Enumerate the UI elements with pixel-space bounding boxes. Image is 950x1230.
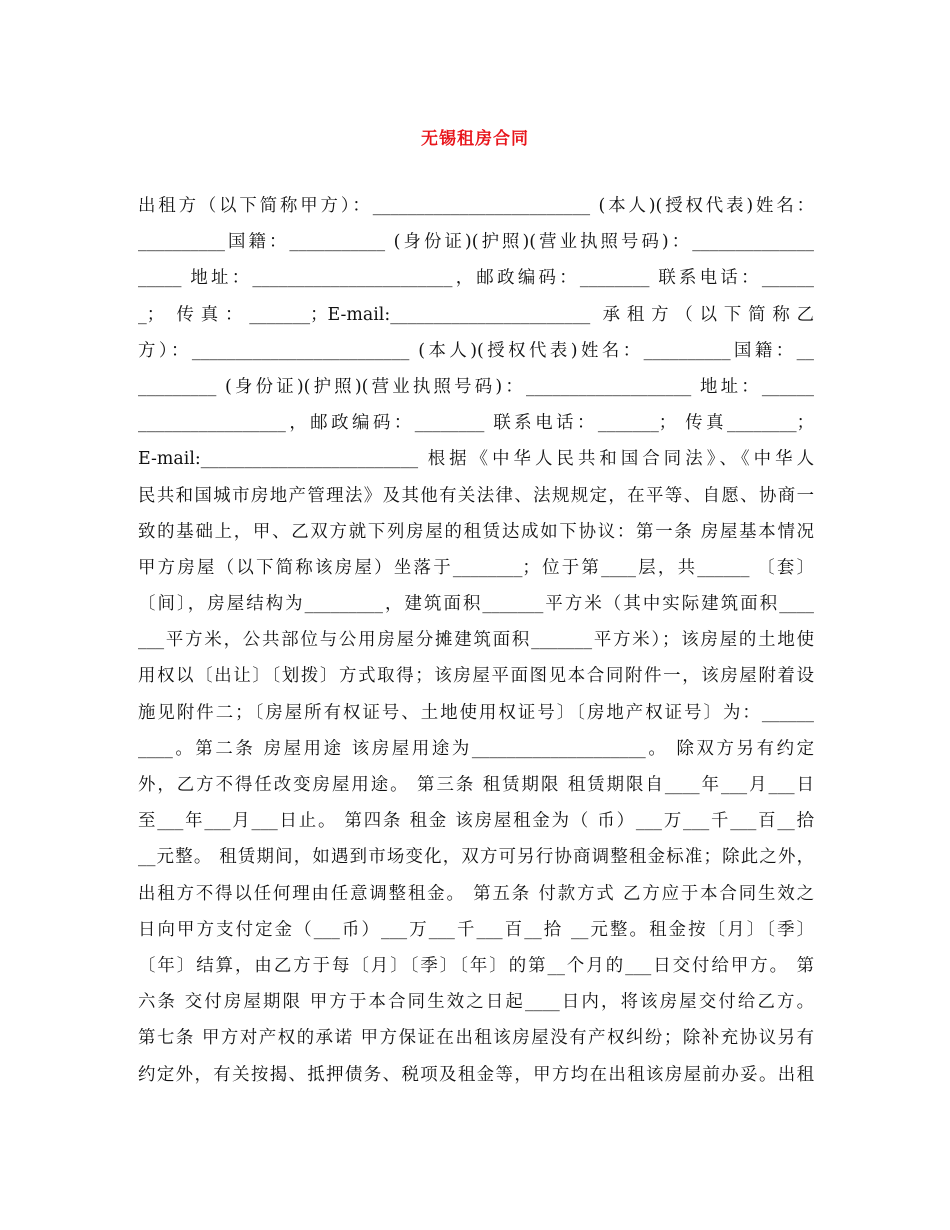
body-line: 〔年〕结算，由乙方于每〔月〕〔季〕〔年〕的第__个月的___日交付给甲方。 第 — [138, 955, 814, 976]
body-line: 民共和国城市房地产管理法》及其他有关法律、法规规定，在平等、自愿、协商一 — [138, 485, 814, 506]
body-line: 用权以〔出让〕〔划拨〕方式取得；该房屋平面图见本合同附件一，该房屋附着设 — [138, 666, 814, 687]
body-line: 约定外，有关按揭、抵押债务、税项及租金等，甲方均在出租该房屋前办妥。出租 — [138, 1064, 814, 1085]
body-line: 方）：_________________________ (本人)(授权代表)姓名：__________国籍：__ — [138, 340, 814, 361]
body-line: 日向甲方支付定金（___币）___万___千___百__拾 __元整。租金按〔月〕〔季〕 — [138, 919, 814, 940]
body-line: _________________，邮政编码：________ 联系电话：_______； 传真________； — [138, 413, 814, 434]
body-line: _____ 地址：_______________________，邮政编码：________ 联系电话：______ — [138, 268, 814, 289]
body-line: ____。第二条 房屋用途 该房屋用途为____________________。 除双方另有约定 — [138, 738, 814, 759]
document-title: 无锡租房合同 — [421, 129, 529, 149]
body-line: 致的基础上，甲、乙双方就下列房屋的租赁达成如下协议：第一条 房屋基本情况 — [138, 521, 814, 542]
body-line: __元整。 租赁期间，如遇到市场变化，双方可另行协商调整租金标准；除此之外， — [138, 847, 814, 868]
body-line: 〔间〕，房屋结构为_________，建筑面积_______平方米（其中实际建筑面积____ — [138, 594, 814, 615]
contract-body — [138, 188, 814, 1128]
body-line: 外，乙方不得任改变房屋用途。 第三条 租赁期限 租赁期限自____年___月___日 — [138, 775, 814, 795]
body-line: 出租方（以下简称甲方）：_________________________ (本人)(授权代表)姓名： — [138, 196, 814, 216]
body-line: 至___年___月___日止。 第四条 租金 该房屋租金为（ 币）___万___千___百__拾 — [138, 811, 814, 832]
body-line: _； 传真：_______；E-mail:_______________________ 承租方（以下简称乙 — [138, 304, 814, 325]
body-line: 出租方不得以任何理由任意调整租金。 第五条 付款方式 乙方应于本合同生效之 — [138, 883, 814, 904]
body-line: 甲方房屋（以下简称该房屋）坐落于________；位于第____层，共______ 〔套〕 — [138, 557, 814, 578]
body-line: ___平方米，公共部位与公用房屋分摊建筑面积_______平方米）；该房屋的土地使 — [138, 630, 814, 651]
body-line: _________ (身份证)(护照)(营业执照号码)：___________________ 地址：______ — [138, 376, 814, 397]
body-line: 施见附件二；〔房屋所有权证号、土地使用权证号〕〔房地产权证号〕为：______ — [138, 702, 814, 723]
body-line: E-mail:_________________________ 根据《中华人民共和国合同法》、《中华人 — [138, 449, 814, 470]
body-line: 第七条 甲方对产权的承诺 甲方保证在出租该房屋没有产权纠纷；除补充协议另有 — [138, 1028, 814, 1049]
body-line: 六条 交付房屋期限 甲方于本合同生效之日起____日内，将该房屋交付给乙方。 — [138, 992, 814, 1013]
body-line: __________国籍：___________ (身份证)(护照)(营业执照号码)：______________ — [138, 232, 814, 253]
